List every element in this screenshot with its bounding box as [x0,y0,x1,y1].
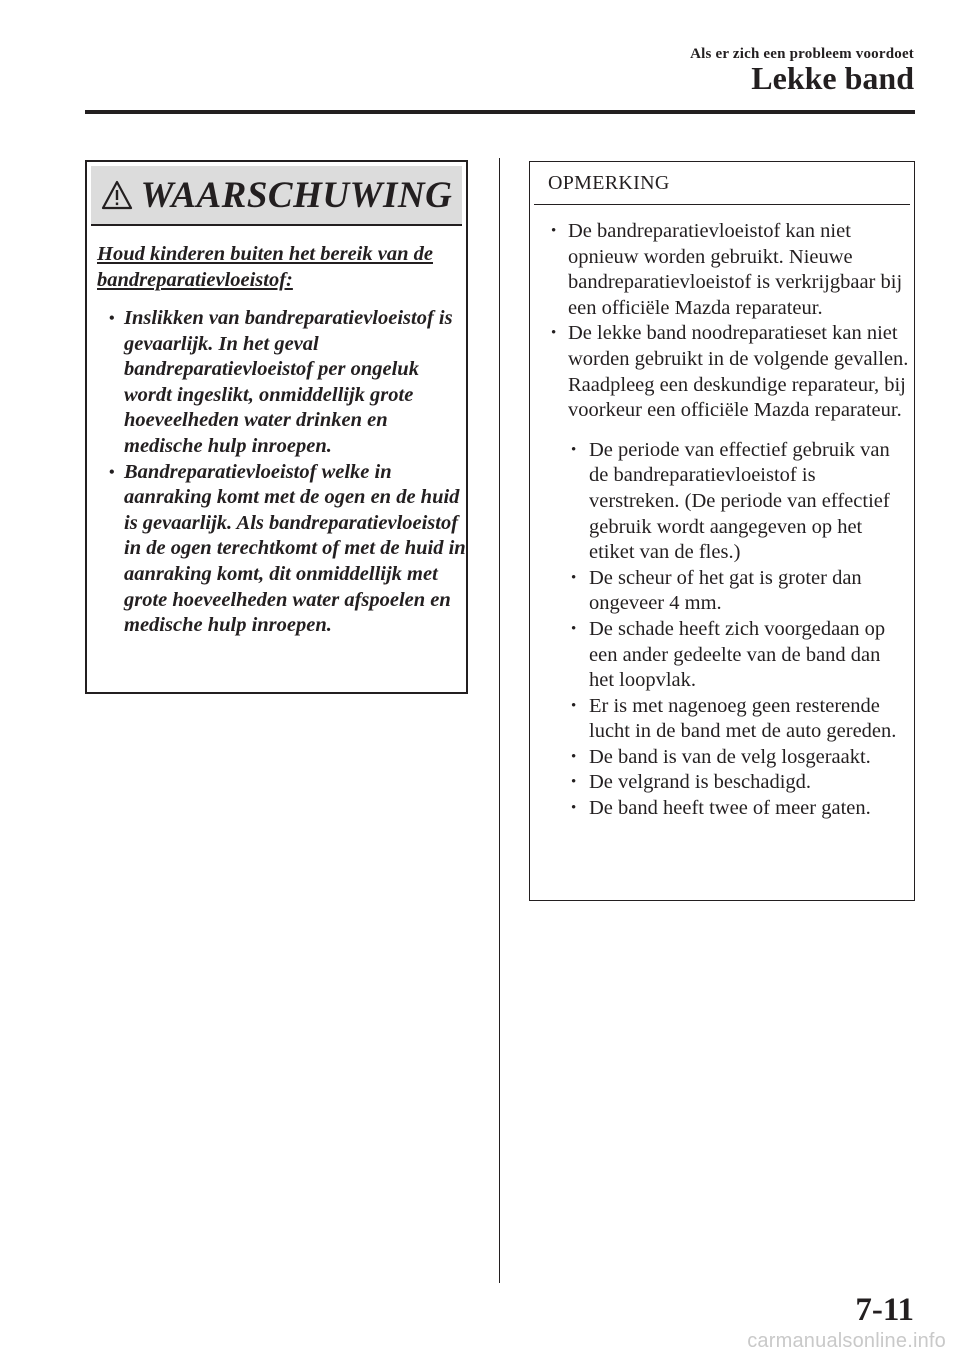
warning-list [97,306,467,639]
note-item: • De bandreparatievloeistof kan niet opnieuw worden gebruikt. Nieuwe bandreparatievloeistof is verkrijgbaar bij een officiële Mazda reparateur. [551,220,903,319]
page-title: Lekke band [751,60,914,96]
note-rule [534,204,910,205]
note-followup: Raadpleeg een deskundige reparateur, bij voorkeur een officiële Mazda reparateur. [568,373,906,422]
warning-item: • Bandreparatievloeistof welke in aanraking komt met de ogen en de huid is gevaarlijk. Als bandreparatievloeistof in de ogen terechtkomt of met de huid in aanraking komt, dit onmiddellijk met grote hoeveelheden water afspoelen en medische hulp inroepen. [109,460,466,637]
warning-item: • Inslikken van bandreparatievloeistof is gevaarlijk. In het geval bandreparatievloeistof per ongeluk wordt ingeslikt, onmiddellijk grote hoeveelheden water drinken en medische hulp inroepen. [109,307,453,457]
watermark: carmanualsonline.info [747,1330,946,1352]
note-list [542,219,910,822]
column-divider [499,158,500,1283]
section-title: Als er zich een probleem voordoet [690,46,914,62]
note-sublist [568,438,910,822]
warning-box [85,160,468,694]
note-title: OPMERKING [548,172,670,194]
note-box [529,161,915,901]
header-rule [85,110,915,114]
note-item: • De lekke band noodreparatieset kan niet worden gebruikt in de volgende gevallen. Raadpleeg een deskundige reparateur, bij voorkeur een officiële Mazda reparateur. • De periode van effectief gebruik van de bandreparatievloeistof is verstreken. (De periode van effectief gebruik wordt aangegeven op het etiket van de fles.) • De scheur of het gat is groter dan ongeveer 4 mm. • De schade heeft zich voorgedaan op een ander gedeelte van de band dan het loopvlak. • Er is met nagenoeg geen resterende lucht in de band met de auto gereden. • De band is van de velg losgeraakt. • De velgrand is beschadigd. • De band heeft twee of meer gaten. [542,321,910,821]
note-subitem: • De schade heeft zich voorgedaan op een ander gedeelte van de band dan het loopvlak. [571,617,886,692]
note-subitem: • Er is met nagenoeg geen resterende lucht in de band met de auto gereden. [571,694,897,743]
note-subitem: • De band heeft twee of meer gaten. [571,797,871,820]
page-number: 7-11 [855,1292,914,1328]
warning-title: WAARSCHUWING [140,174,453,216]
note-subitem: • De scheur of het gat is groter dan ongeveer 4 mm. [571,566,862,615]
note-subitem: • De periode van effectief gebruik van de bandreparatievloeistof is verstreken. (De periode van effectief gebruik wordt aangegeven op het etiket van de fles.) [571,438,890,564]
note-subitem: • De band is van de velg losgeraakt. [571,745,871,768]
note-subitem: • De velgrand is beschadigd. [571,771,812,794]
warning-header [91,166,462,226]
warning-intro: Houd kinderen buiten het bereik van de bandreparatievloeistof: [97,243,433,291]
warning-triangle-icon [101,180,133,210]
